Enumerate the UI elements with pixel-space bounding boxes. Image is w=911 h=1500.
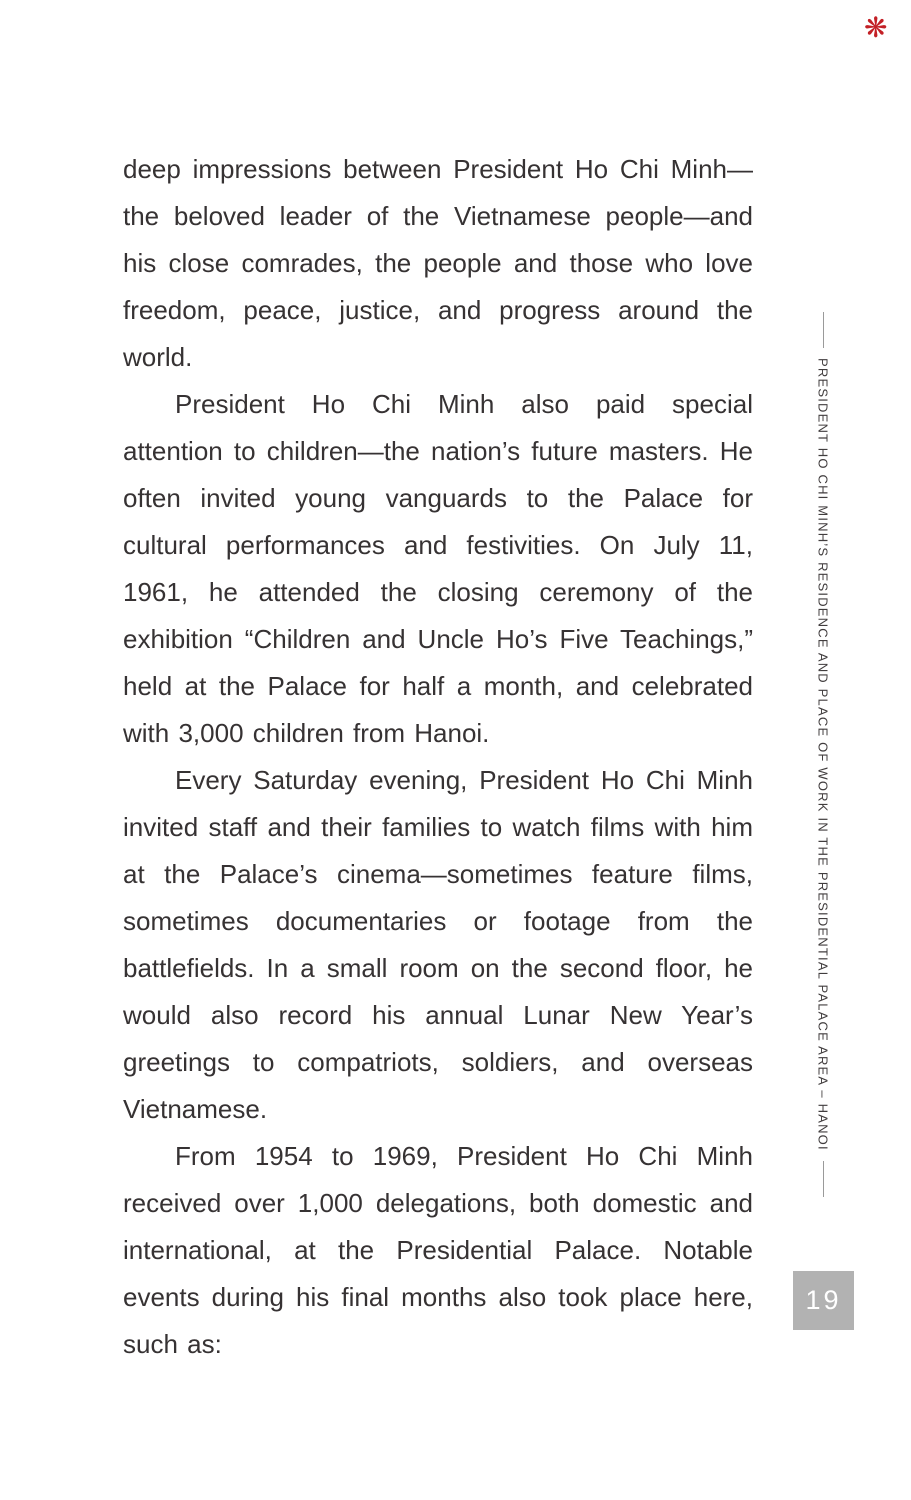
paragraph-continuation: deep impressions between President Ho Chi Minh—the beloved leader of the Vietnamese people—and his close comrades, the people and those who love freedom, peace, justice, and progress around the world. [123,154,753,372]
paragraph-delegations: From 1954 to 1969, President Ho Chi Minh received over 1,000 delegations, both domestic and international, at the Presidential Palace. Notable events during his final months also took place here, such as: [123,1141,753,1359]
sidebar-rule-top [823,312,824,348]
page-body-text [123,146,753,1368]
paragraph-saturday-films: Every Saturday evening, President Ho Chi Minh invited staff and their families to watch films with him at the Palace’s cinema—sometimes feature films, sometimes documentaries or footage from the battlefields. In a small room on the second floor, he would also record his annual Lunar New Year’s greetings to compatriots, soldiers, and overseas Vietnamese. [123,765,753,1124]
sidebar-rule-bottom [823,1161,824,1197]
page-number-badge [793,1271,854,1330]
flower-asterisk-icon: ❋ [864,12,888,43]
sidebar-vertical-title: PRESIDENT HO CHI MINH’S RESIDENCE AND PLACE OF WORK IN THE PRESIDENTIAL PALACE AREA – HANOI [815,358,831,1151]
running-title-sidebar [798,312,848,1197]
paragraph-children-attention: President Ho Chi Minh also paid special attention to children—the nation’s future masters. He often invited young vanguards to the Palace for cultural performances and festivities. On July 11, 1961, he attended the closing ceremony of the exhibition “Children and Uncle Ho’s Five Teachings,” held at the Palace for half a month, and celebrated with 3,000 children from Hanoi. [123,389,753,748]
page-number: 19 [805,1285,842,1315]
